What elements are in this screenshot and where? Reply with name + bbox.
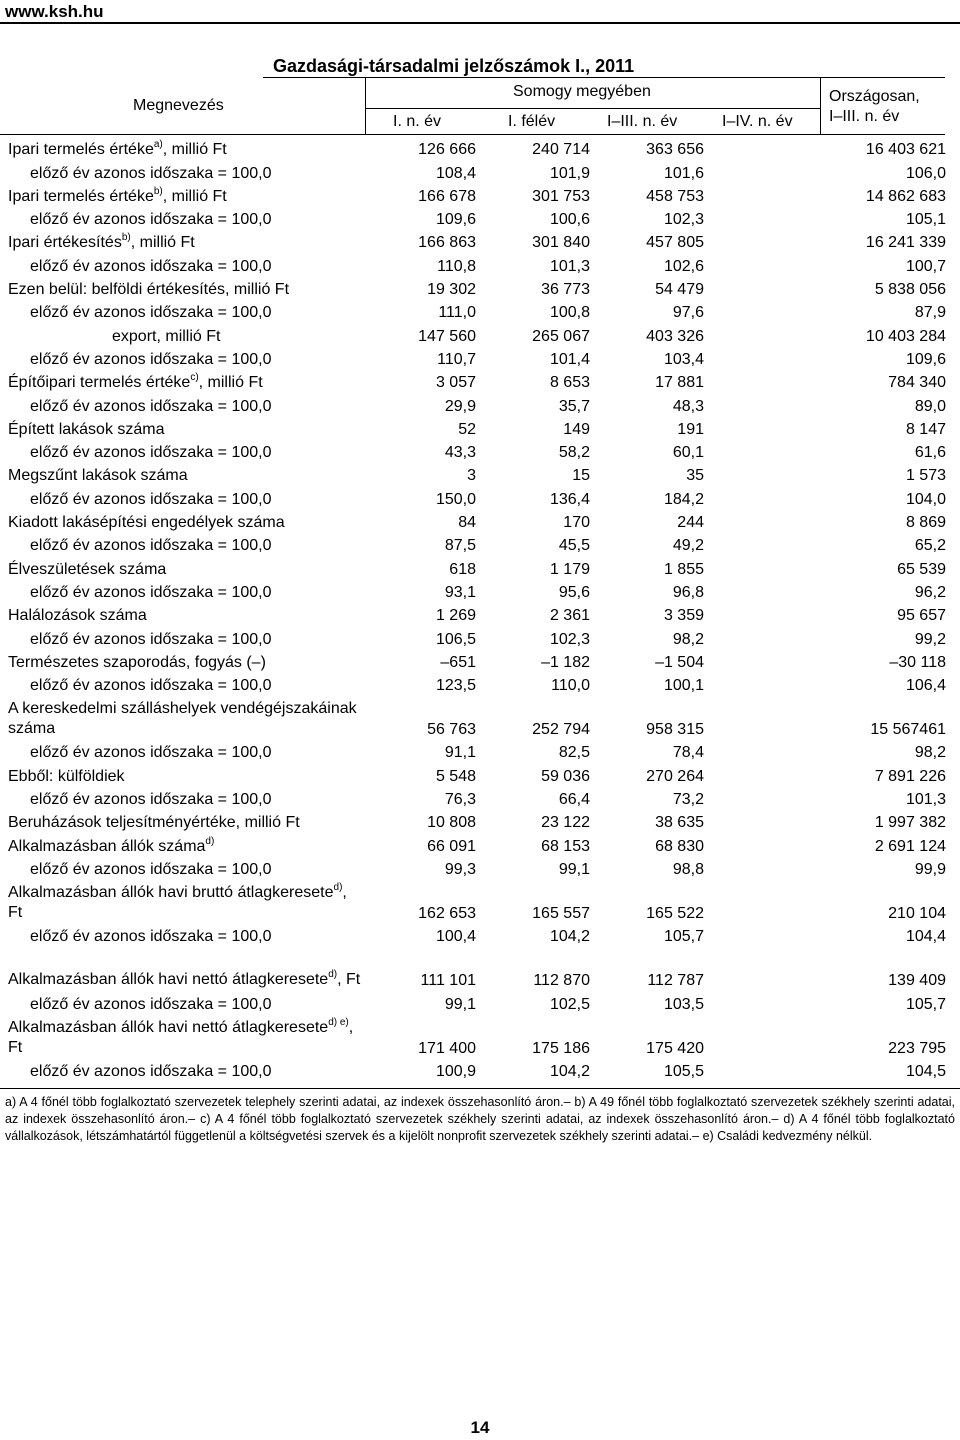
- row-label-text: előző év azonos időszaka = 100,0: [30, 164, 272, 182]
- row-label-text: előző év azonos időszaka = 100,0: [30, 995, 272, 1013]
- cell-value: 175 186: [532, 1039, 590, 1057]
- table-row: [8, 946, 946, 990]
- column-header-megnevezes: Megnevezés: [133, 97, 224, 114]
- table-row: [8, 392, 946, 415]
- cell-value: 99,9: [914, 860, 946, 878]
- cell-value: 126 666: [418, 141, 476, 159]
- cell-value: 95 657: [897, 607, 946, 625]
- row-label: [8, 786, 363, 809]
- row-label-text: Ipari termelés értéke: [8, 141, 154, 159]
- table-row: [8, 439, 946, 462]
- cell-value: 244: [677, 514, 704, 532]
- cell-value: 3 057: [435, 374, 476, 392]
- cell-value: 99,1: [558, 860, 590, 878]
- row-label: [8, 159, 363, 182]
- cell-value: 45,5: [558, 537, 590, 555]
- cell-value: 123,5: [435, 677, 476, 695]
- cell-value: 60,1: [672, 444, 704, 462]
- row-label-text: Ebből: külföldiek: [8, 767, 125, 785]
- page-title: Gazdasági-társadalmi jelzőszámok I., 2011: [273, 56, 635, 76]
- row-label-text: export, millió Ft: [112, 327, 221, 345]
- cell-value: 5 548: [435, 767, 476, 785]
- cell-value: 100,6: [549, 211, 590, 229]
- cell-value: 15: [572, 467, 590, 485]
- cell-value: 111 101: [420, 972, 476, 990]
- cell-value: 105,1: [905, 211, 946, 229]
- indicator-table: [8, 136, 946, 1081]
- footnote-marker: d) e): [328, 1016, 349, 1028]
- cell-value: 109,6: [905, 350, 946, 368]
- cell-value: 101,3: [905, 791, 946, 809]
- cell-value: 87,5: [444, 537, 476, 555]
- table-row: [8, 509, 946, 532]
- table-row: [8, 299, 946, 322]
- cell-value: 110,0: [551, 677, 590, 695]
- cell-value: 93,1: [444, 583, 476, 601]
- footnotes: a) A 4 főnél több foglalkoztató szervezetek telephely szerinti adatai, az indexek összehasonlító áron.– b) A 49 főnél több foglalkoztató szervezetek székhely szerinti adatai, az indexek összehasonlító áron.– c) A 4 főnél több foglalkoztató szervezetek székhely szerinti adatai, az indexek összehasonlító áron.– d) A 4 főnél több foglalkoztató vállalkozások, létszámhatártól függetlenül a költségvetési szervek és a kijelölt nonprofit szervezetek székhely szerinti adatai.– e) Családi kedvezmény nélkül.: [5, 1095, 955, 1143]
- cell-value: 112 870: [533, 972, 590, 990]
- cell-value: 618: [449, 560, 476, 578]
- table-row: [8, 856, 946, 879]
- site-url[interactable]: www.ksh.hu: [5, 2, 104, 21]
- cell-value: 97,6: [672, 304, 704, 322]
- cell-value: 301 753: [532, 187, 590, 205]
- cell-value: 175 420: [646, 1039, 704, 1057]
- cell-value: 17 881: [655, 374, 704, 392]
- row-label: [8, 579, 363, 602]
- cell-value: 301 840: [532, 234, 590, 252]
- cell-value: 100,4: [435, 928, 476, 946]
- row-label-text: Alkalmazásban állók száma: [8, 837, 206, 855]
- row-label-unit: , millió Ft: [162, 187, 227, 205]
- row-label-text: Természetes szaporodás, fogyás (–): [8, 653, 266, 671]
- cell-value: 98,2: [672, 630, 704, 648]
- cell-value: 240 714: [532, 141, 590, 159]
- cell-value: 16 241 339: [865, 234, 946, 252]
- row-label-text: előző év azonos időszaka = 100,0: [30, 744, 272, 762]
- row-label-text: Alkalmazásban állók havi nettó átlagkeresete: [8, 971, 329, 989]
- row-label-text: Alkalmazásban állók havi nettó átlagkeresete: [8, 1018, 329, 1036]
- page-number: 14: [470, 1418, 490, 1437]
- cell-value: 103,5: [663, 995, 704, 1013]
- row-label: [8, 485, 363, 508]
- table-row: [8, 649, 946, 672]
- row-label: [8, 439, 363, 462]
- row-label: [8, 206, 363, 229]
- table-row: [8, 276, 946, 299]
- footnote-marker: d): [205, 835, 215, 847]
- row-label: [8, 602, 363, 625]
- cell-value: 5 838 056: [874, 281, 946, 299]
- cell-value: 166 678: [418, 187, 476, 205]
- cell-value: 149: [563, 420, 590, 438]
- row-label-text: Megszűnt lakások száma: [8, 467, 188, 485]
- row-label-unit: , Ft: [337, 971, 361, 989]
- cell-value: 38 635: [655, 814, 704, 832]
- cell-value: 270 264: [646, 767, 704, 785]
- cell-value: 87,9: [914, 304, 946, 322]
- cell-value: 1 179: [549, 560, 590, 578]
- table-row: [8, 625, 946, 648]
- cell-value: 68 153: [541, 837, 590, 855]
- row-label-text: előző év azonos időszaka = 100,0: [30, 537, 272, 555]
- cell-value: 99,2: [914, 630, 946, 648]
- top-rule: [0, 22, 960, 24]
- row-label: [8, 416, 363, 439]
- footnote-marker: d): [328, 969, 338, 981]
- cell-value: 8 653: [549, 374, 590, 392]
- cell-value: 61,6: [914, 444, 946, 462]
- cell-value: 3 359: [663, 607, 704, 625]
- table-row: [8, 532, 946, 555]
- header-divider-left: [365, 77, 366, 134]
- table-row: [8, 206, 946, 229]
- row-label: [8, 555, 363, 578]
- table-row: [8, 786, 946, 809]
- row-label: [8, 346, 363, 369]
- cell-value: 84: [458, 514, 476, 532]
- row-label-text: előző év azonos időszaka = 100,0: [30, 928, 272, 946]
- cell-value: 147 560: [418, 327, 476, 345]
- cell-value: 1 855: [663, 560, 704, 578]
- table-row: [8, 252, 946, 275]
- row-label-unit: , millió Ft: [198, 374, 263, 392]
- cell-value: 104,2: [549, 928, 590, 946]
- cell-value: 29,9: [444, 397, 476, 415]
- cell-value: 103,4: [663, 350, 704, 368]
- row-label: [8, 809, 363, 832]
- row-label: [8, 299, 363, 322]
- cell-value: 104,5: [905, 1062, 946, 1080]
- cell-value: 958 315: [646, 721, 704, 739]
- cell-value: 76,3: [444, 791, 476, 809]
- row-label: [8, 923, 363, 946]
- row-label-text: Élveszületések száma: [8, 560, 167, 578]
- row-label: [8, 1058, 363, 1081]
- table-row: [8, 346, 946, 369]
- cell-value: 101,6: [663, 164, 704, 182]
- table-header: [0, 52, 960, 135]
- cell-value: 35,7: [558, 397, 590, 415]
- row-label: [8, 832, 363, 855]
- table-row: [8, 322, 946, 345]
- row-label: [8, 856, 363, 879]
- row-label: [8, 252, 363, 275]
- cell-value: –651: [440, 653, 476, 671]
- cell-value: 8 869: [905, 514, 946, 532]
- cell-value: 43,3: [444, 444, 476, 462]
- cell-value: 1 997 382: [874, 814, 946, 832]
- cell-value: 102,6: [663, 257, 704, 275]
- column-header-4: I–IV. n. év: [722, 113, 793, 130]
- cell-value: 48,3: [672, 397, 704, 415]
- cell-value: 65 539: [897, 560, 946, 578]
- cell-value: 10 403 284: [865, 327, 946, 345]
- row-label-text: előző év azonos időszaka = 100,0: [30, 304, 272, 322]
- header-divider-right: [820, 77, 821, 134]
- row-label: [8, 509, 363, 532]
- row-label-text: A kereskedelmi szálláshelyek vendégéjszakáinak száma: [8, 700, 357, 738]
- column-header-orszagosan-period: I–III. n. év: [829, 108, 900, 125]
- table-row: [8, 369, 946, 392]
- cell-value: 102,5: [549, 995, 590, 1013]
- row-label: [8, 672, 363, 695]
- row-label: [8, 649, 363, 672]
- cell-value: 91,1: [444, 744, 476, 762]
- cell-value: 136,4: [549, 490, 590, 508]
- cell-value: 458 753: [646, 187, 704, 205]
- cell-value: 14 862 683: [865, 187, 946, 205]
- table-row: [8, 1058, 946, 1081]
- cell-value: 110,8: [437, 257, 476, 275]
- cell-value: 15 567461: [870, 721, 946, 739]
- cell-value: 2 361: [549, 607, 590, 625]
- cell-value: 184,2: [663, 490, 704, 508]
- cell-value: 3: [467, 467, 476, 485]
- table-row: [8, 809, 946, 832]
- cell-value: 100,9: [435, 1062, 476, 1080]
- cell-value: 52: [458, 420, 476, 438]
- cell-value: 66,4: [558, 791, 590, 809]
- cell-value: 104,4: [905, 928, 946, 946]
- cell-value: 89,0: [914, 397, 946, 415]
- cell-value: 99,1: [444, 995, 476, 1013]
- row-label: [8, 532, 363, 555]
- cell-value: 78,4: [672, 744, 704, 762]
- table-row: [8, 762, 946, 785]
- cell-value: 252 794: [532, 721, 590, 739]
- table-bottom-rule: [0, 1088, 960, 1089]
- row-label: [8, 625, 363, 648]
- cell-value: 36 773: [541, 281, 590, 299]
- cell-value: 106,5: [435, 630, 476, 648]
- cell-value: 100,8: [549, 304, 590, 322]
- table-row: [8, 879, 946, 923]
- column-header-2: I. félév: [508, 113, 556, 130]
- table-row: [8, 695, 946, 739]
- table-row: [8, 555, 946, 578]
- row-label-text: előző év azonos időszaka = 100,0: [30, 350, 272, 368]
- row-label: [8, 229, 363, 252]
- cell-value: 82,5: [558, 744, 590, 762]
- cell-value: 99,3: [444, 860, 476, 878]
- cell-value: 139 409: [888, 972, 946, 990]
- table-row: [8, 229, 946, 252]
- row-label: [8, 392, 363, 415]
- row-label-text: előző év azonos időszaka = 100,0: [30, 490, 272, 508]
- cell-value: 165 522: [646, 904, 704, 922]
- row-label: [8, 136, 363, 159]
- cell-value: 171 400: [418, 1039, 476, 1057]
- row-label-text: Halálozások száma: [8, 607, 147, 625]
- cell-value: 112 787: [647, 972, 704, 990]
- row-label: [8, 369, 363, 392]
- cell-value: 102,3: [549, 630, 590, 648]
- cell-value: 106,0: [905, 164, 946, 182]
- row-label-text: előző év azonos időszaka = 100,0: [30, 583, 272, 601]
- cell-value: 457 805: [646, 234, 704, 252]
- cell-value: 403 326: [646, 327, 704, 345]
- table-row: [8, 602, 946, 625]
- table-row: [8, 832, 946, 855]
- cell-value: 23 122: [541, 814, 590, 832]
- cell-value: 73,2: [672, 791, 704, 809]
- cell-value: 95,6: [558, 583, 590, 601]
- row-label-text: Ezen belül: belföldi értékesítés, millió Ft: [8, 281, 290, 299]
- table-row: [8, 416, 946, 439]
- footnote-marker: b): [121, 232, 131, 244]
- cell-value: 162 653: [418, 904, 476, 922]
- row-label: [8, 462, 363, 485]
- row-label: [8, 739, 363, 762]
- cell-value: 96,2: [914, 583, 946, 601]
- cell-value: 223 795: [888, 1039, 946, 1057]
- header-subgroup-rule: [365, 108, 820, 109]
- cell-value: 16 403 621: [865, 141, 946, 159]
- row-label: [8, 695, 363, 739]
- cell-value: 105,7: [905, 995, 946, 1013]
- cell-value: 8 147: [905, 420, 946, 438]
- cell-value: 10 808: [427, 814, 476, 832]
- row-label: [8, 276, 363, 299]
- cell-value: 59 036: [541, 767, 590, 785]
- cell-value: 100,7: [905, 257, 946, 275]
- cell-value: 105,5: [663, 1062, 704, 1080]
- table-row: [8, 579, 946, 602]
- cell-value: 96,8: [672, 583, 704, 601]
- footnote-marker: a): [153, 139, 163, 151]
- row-label-text: Építőipari termelés értéke: [8, 374, 191, 392]
- table-row: [8, 183, 946, 206]
- cell-value: 98,8: [672, 860, 704, 878]
- header-border-bottom: [0, 134, 945, 135]
- cell-value: 1 573: [905, 467, 946, 485]
- cell-value: 165 557: [532, 904, 590, 922]
- cell-value: 1 269: [435, 607, 476, 625]
- cell-value: 104,2: [549, 1062, 590, 1080]
- row-label-unit: , millió Ft: [162, 141, 227, 159]
- cell-value: 65,2: [914, 537, 946, 555]
- cell-value: 170: [563, 514, 590, 532]
- table-row: [8, 923, 946, 946]
- footnote-marker: c): [190, 372, 199, 384]
- table-row: [8, 159, 946, 182]
- cell-value: –1 504: [655, 653, 704, 671]
- row-label-text: előző év azonos időszaka = 100,0: [30, 791, 272, 809]
- cell-value: 363 656: [646, 141, 704, 159]
- row-label-text: Alkalmazásban állók havi bruttó átlagkeresete: [8, 883, 334, 901]
- table-row: [8, 1014, 946, 1058]
- cell-value: 150,0: [435, 490, 476, 508]
- cell-value: 98,2: [914, 744, 946, 762]
- cell-value: 101,4: [549, 350, 590, 368]
- cell-value: 265 067: [532, 327, 590, 345]
- cell-value: 106,4: [905, 677, 946, 695]
- row-label: [8, 990, 363, 1013]
- row-label-text: Ipari értékesítés: [8, 234, 122, 252]
- cell-value: 7 891 226: [874, 767, 946, 785]
- cell-value: –1 182: [541, 653, 590, 671]
- column-header-1: I. n. év: [393, 113, 442, 130]
- table-row: [8, 990, 946, 1013]
- cell-value: 68 830: [655, 837, 704, 855]
- cell-value: 2 691 124: [874, 837, 946, 855]
- footnote-marker: b): [153, 185, 163, 197]
- column-group-header: Somogy megyében: [513, 83, 651, 100]
- row-label: [8, 322, 363, 345]
- cell-value: 58,2: [558, 444, 590, 462]
- row-label: [8, 183, 363, 206]
- row-label-unit: , Ft: [8, 1018, 354, 1056]
- cell-value: 101,9: [549, 164, 590, 182]
- row-label-text: Kiadott lakásépítési engedélyek száma: [8, 514, 285, 532]
- cell-value: 111,0: [438, 304, 476, 322]
- row-label-unit: , Ft: [8, 883, 347, 921]
- cell-value: 104,0: [905, 490, 946, 508]
- cell-value: 110,7: [437, 350, 476, 368]
- cell-value: 784 340: [888, 374, 946, 392]
- row-label-text: Ipari termelés értéke: [8, 187, 154, 205]
- cell-value: 49,2: [672, 537, 704, 555]
- cell-value: 105,7: [663, 928, 704, 946]
- cell-value: 102,3: [663, 211, 704, 229]
- row-label-text: előző év azonos időszaka = 100,0: [30, 630, 272, 648]
- row-label: [8, 762, 363, 785]
- row-label-text: előző év azonos időszaka = 100,0: [30, 860, 272, 878]
- row-label-text: előző év azonos időszaka = 100,0: [30, 257, 272, 275]
- cell-value: 66 091: [427, 837, 476, 855]
- table-row: [8, 462, 946, 485]
- cell-value: 191: [677, 420, 704, 438]
- cell-value: 54 479: [655, 281, 704, 299]
- row-label-text: Beruházások teljesítményértéke, millió Ft: [8, 814, 300, 832]
- cell-value: 35: [686, 467, 704, 485]
- row-label-text: előző év azonos időszaka = 100,0: [30, 677, 272, 695]
- footnote-marker: d): [333, 881, 343, 893]
- table-row: [8, 739, 946, 762]
- cell-value: –30 118: [889, 653, 946, 671]
- row-label-text: Épített lakások száma: [8, 420, 165, 438]
- cell-value: 166 863: [418, 234, 476, 252]
- row-label-text: előző év azonos időszaka = 100,0: [30, 211, 272, 229]
- row-label-text: előző év azonos időszaka = 100,0: [30, 444, 272, 462]
- column-header-3: I–III. n. év: [607, 113, 678, 130]
- cell-value: 100,1: [663, 677, 704, 695]
- row-label-unit: , millió Ft: [130, 234, 195, 252]
- table-row: [8, 485, 946, 508]
- cell-value: 19 302: [427, 281, 476, 299]
- row-label: [8, 1014, 363, 1058]
- cell-value: 210 104: [888, 904, 946, 922]
- table-row: [8, 672, 946, 695]
- row-label-text: előző év azonos időszaka = 100,0: [30, 1062, 272, 1080]
- row-label-text: előző év azonos időszaka = 100,0: [30, 397, 272, 415]
- cell-value: 101,3: [549, 257, 590, 275]
- row-label: [8, 946, 363, 990]
- cell-value: 109,6: [435, 211, 476, 229]
- column-header-orszagosan: Országosan,: [829, 88, 920, 105]
- cell-value: 108,4: [435, 164, 476, 182]
- table-row: [8, 136, 946, 159]
- row-label: [8, 879, 363, 923]
- cell-value: 56 763: [427, 721, 476, 739]
